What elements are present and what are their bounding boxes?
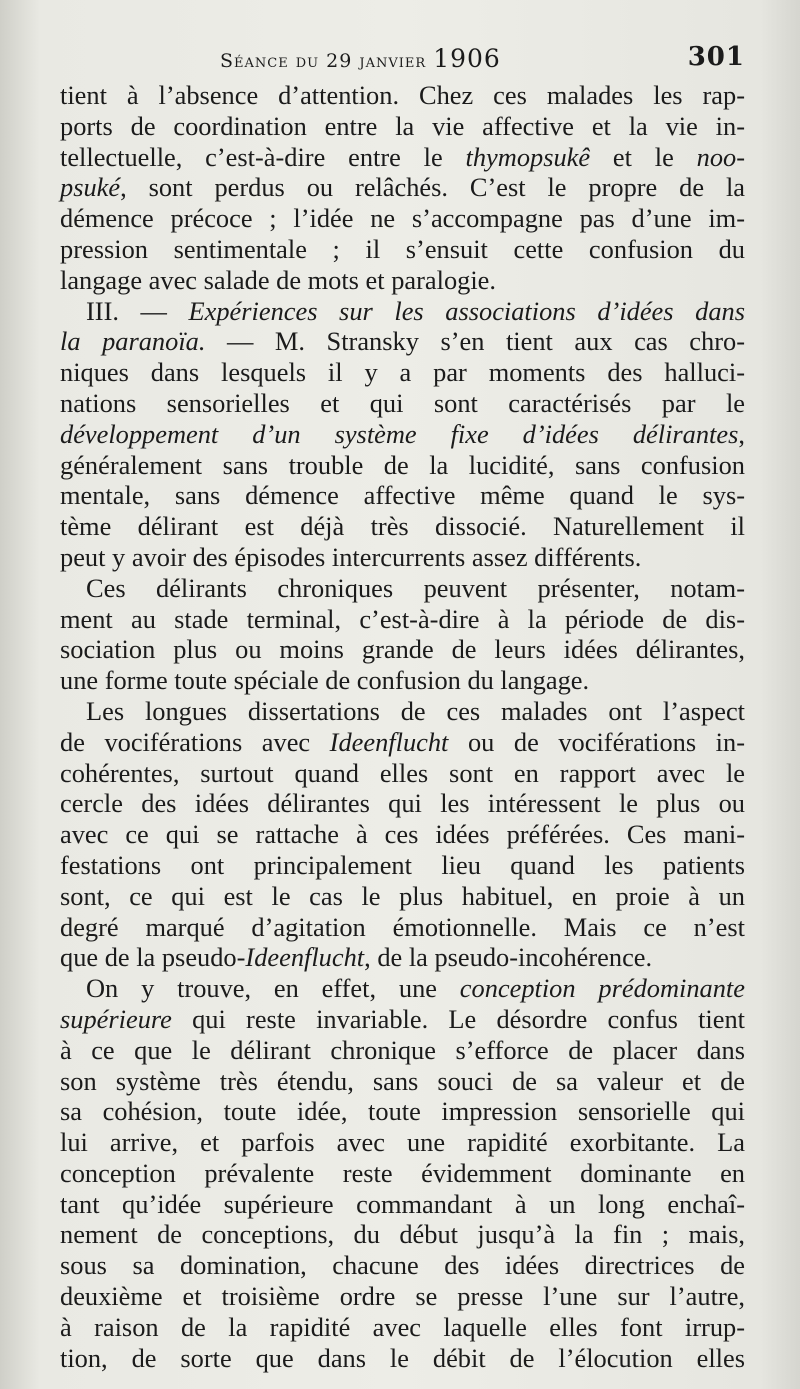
page-number: 301	[687, 42, 745, 72]
text-line: nations sensorielles et qui sont caractérisés par le	[60, 387, 745, 418]
text-line: tème délirant est déjà très dissocié. Naturellement il	[60, 511, 745, 542]
text-line: tellectuelle, c’est-à-dire entre le thymopsukê et le noo-	[60, 141, 745, 172]
text-line: nement de conceptions, du début jusqu’à la fin ; mais,	[60, 1219, 745, 1250]
running-head	[60, 40, 745, 80]
text-line: conception prévalente reste évidemment dominante en	[60, 1157, 745, 1188]
text-line: Ces délirants chroniques peuvent présenter, notam-	[86, 572, 745, 603]
italic-text: noo-	[696, 141, 745, 172]
text-line: à raison de la rapidité avec laquelle elles font irrup-	[60, 1311, 745, 1342]
text-line: ment au stade terminal, c’est-à-dire à la période de dis-	[60, 603, 745, 634]
text-line: psuké, sont perdus ou relâchés. C’est le propre de la	[60, 172, 745, 203]
text-line: avec ce qui se rattache à ces idées préférées. Ces mani-	[60, 819, 745, 850]
italic-text: supérieure	[60, 1003, 172, 1034]
body-text	[60, 80, 745, 1373]
italic-text: Ideenflucht	[245, 942, 365, 973]
italic-text: développement d’un système fixe d’idées délirantes	[60, 418, 739, 449]
italic-text: psuké	[60, 172, 121, 203]
text-line: mentale, sans démence affective même quand le sys-	[60, 480, 745, 511]
text-line: développement d’un système fixe d’idées délirantes,	[60, 418, 745, 449]
italic-text: conception prédominante	[459, 973, 745, 1004]
text-line: à ce que le délirant chronique s’efforce de placer dans	[60, 1034, 745, 1065]
text-line: III. — Expériences sur les associations d’idées dans	[86, 295, 745, 326]
text-line: degré marqué d’agitation émotionnelle. Mais ce n’est	[60, 911, 745, 942]
text-line: sous sa domination, chacune des idées directrices de	[60, 1250, 745, 1281]
text-line: de vociférations avec Ideenflucht ou de vociférations in-	[60, 726, 745, 757]
text-line: généralement sans trouble de la lucidité, sans confusion	[60, 449, 745, 480]
text-line: ports de coordination entre la vie affective et la vie in-	[60, 110, 745, 141]
text-line: niques dans lesquels il y a par moments des halluci-	[60, 357, 745, 388]
text-line: lui arrive, et parfois avec une rapidité exorbitante. La	[60, 1127, 745, 1158]
text-line: supérieure qui reste invariable. Le désordre confus tient	[60, 1003, 745, 1034]
text-line: que de la pseudo-Ideenflucht, de la pseudo-incohérence.	[60, 942, 653, 973]
text-line: langage avec salade de mots et paralogie.	[60, 264, 496, 295]
running-title	[220, 44, 501, 73]
text-line: tant qu’idée supérieure commandant à un long enchaî-	[60, 1188, 745, 1219]
text-line: sont, ce qui est le cas le plus habituel, en proie à un	[60, 880, 745, 911]
running-title-text: Séance du 29 janvier	[220, 50, 427, 72]
text-line: peut y avoir des épisodes intercurrents assez différents.	[60, 541, 642, 572]
text-line: sa cohésion, toute idée, toute impression sensorielle qui	[60, 1096, 745, 1127]
text-line: cohérentes, surtout quand elles sont en rapport avec le	[60, 757, 745, 788]
text-line: son système très étendu, sans souci de sa valeur et de	[60, 1065, 745, 1096]
italic-text: Expériences sur les associations d’idées dans	[188, 295, 745, 326]
text-line: tient à l’absence d’attention. Chez ces malades les rap-	[60, 80, 745, 110]
text-line: tion, de sorte que dans le débit de l’élocution elles	[60, 1342, 745, 1373]
text-line: la paranoïa. — M. Stransky s’en tient aux cas chro-	[60, 326, 745, 357]
text-line: Les longues dissertations de ces malades ont l’aspect	[86, 695, 745, 726]
italic-text: Ideenflucht	[329, 726, 449, 757]
text-line: une forme toute spéciale de confusion du langage.	[60, 665, 590, 696]
text-line: deuxième et troisième ordre se presse l’une sur l’autre,	[60, 1281, 745, 1312]
text-line: cercle des idées délirantes qui les intéressent le plus ou	[60, 788, 745, 819]
text-line: pression sentimentale ; il s’ensuit cette confusion du	[60, 233, 745, 264]
text-line: festations ont principalement lieu quand les patients	[60, 849, 745, 880]
text-line: On y trouve, en effet, une conception prédominante	[86, 973, 745, 1004]
text-line: démence précoce ; l’idée ne s’accompagne pas d’une im-	[60, 203, 745, 234]
italic-text: thymopsukê	[465, 141, 591, 172]
italic-text: la paranoïa.	[60, 326, 206, 357]
text-line: sociation plus ou moins grande de leurs idées délirantes,	[60, 634, 745, 665]
running-title-year: 1906	[433, 44, 501, 73]
